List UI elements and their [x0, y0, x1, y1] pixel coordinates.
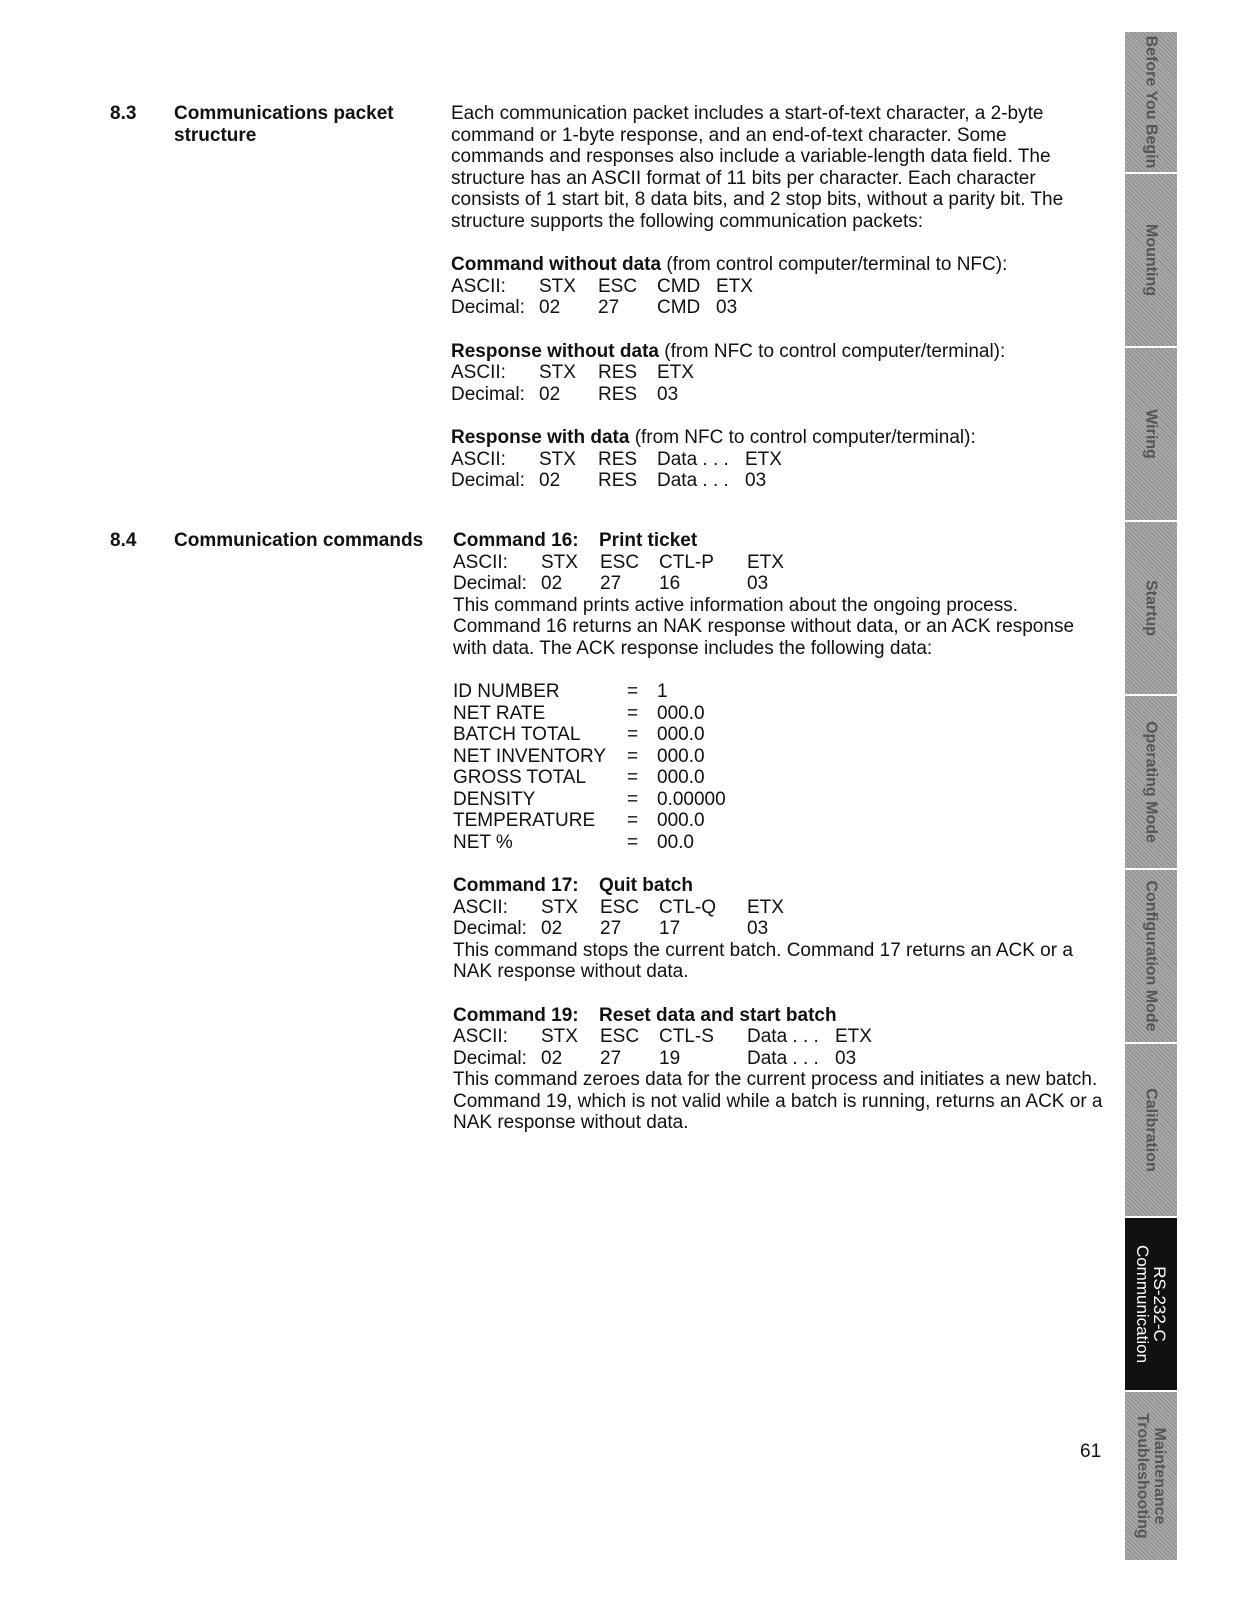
section-8-4-body — [453, 530, 1103, 1134]
row-cell: RES — [598, 470, 638, 491]
packet-heading: Response without data — [451, 340, 659, 362]
command-description: This command zeroes data for the current process and initiates a new batch. Command 19, which is not valid while a batch is running, returns an ACK or a NAK response without data. — [453, 1069, 1103, 1133]
field-equals: = — [627, 702, 639, 724]
row-cell: CTL-S — [659, 1026, 714, 1047]
row-cell: RES — [598, 383, 638, 405]
packet-intro-paragraph: Each communication packet includes a start-of-text character, a 2-byte command or 1-byte response, and an end-of-text character. Some commands and responses also include a variable-length data field. The structure has an ASCII format of 11 bits per character. Each character consists of 1 start bit, 8 data bits, and 2 stop bits, without a parity bit. The structure supports the following communication packets: — [451, 103, 1064, 232]
row-label: Decimal: — [451, 470, 525, 491]
ascii-row — [451, 362, 1101, 384]
tab-label: Maintenance Troubleshooting — [1134, 1413, 1168, 1539]
tab-operating-mode[interactable] — [1125, 696, 1177, 870]
tab-label: Before You Begin — [1142, 35, 1160, 169]
field-equals: = — [627, 681, 639, 702]
row-label: ASCII: — [453, 896, 508, 918]
command-label: Command 17: — [453, 875, 579, 896]
field-row — [453, 832, 1103, 854]
row-cell: ESC — [600, 1026, 640, 1047]
field-row — [453, 767, 1103, 789]
row-cell: ESC — [600, 551, 640, 573]
page-number: 61 — [1080, 1441, 1102, 1462]
tab-before-you-begin[interactable] — [1125, 32, 1177, 174]
field-equals: = — [627, 745, 639, 767]
row-cell: 27 — [600, 573, 622, 594]
decimal-row — [451, 470, 1101, 492]
field-value: 0.00000 — [657, 788, 726, 810]
field-value: 000.0 — [657, 810, 705, 831]
field-equals: = — [627, 767, 639, 788]
field-value: 1 — [657, 681, 668, 702]
tab-wiring[interactable] — [1125, 348, 1177, 522]
ascii-row — [453, 552, 1103, 574]
row-cell: CTL-P — [659, 551, 714, 573]
tab-rs232c-communication[interactable] — [1125, 1218, 1177, 1392]
tab-mounting[interactable] — [1125, 174, 1177, 348]
row-cell: Data . . . — [747, 1047, 819, 1069]
row-cell: 16 — [659, 573, 681, 594]
row-cell: 27 — [600, 918, 622, 939]
row-label: Decimal: — [451, 383, 525, 405]
field-row — [453, 703, 1103, 725]
row-cell: 02 — [539, 383, 561, 405]
packet-response-with-data — [451, 427, 1101, 492]
row-cell: STX — [541, 1026, 578, 1047]
row-cell: 03 — [716, 297, 738, 318]
row-cell: CMD — [657, 297, 701, 318]
section-title-8-3: Communications packet structure — [174, 103, 394, 146]
field-equals: = — [627, 788, 639, 810]
row-cell: Data . . . — [657, 470, 729, 491]
row-label: Decimal: — [451, 297, 525, 318]
row-cell: ETX — [657, 362, 694, 383]
row-cell: 02 — [541, 918, 563, 939]
row-cell: 27 — [600, 1047, 622, 1069]
packet-response-without-data — [451, 341, 1101, 406]
decimal-row — [453, 573, 1103, 595]
row-cell: RES — [598, 448, 638, 470]
section-number-8-3: 8.3 — [110, 103, 137, 124]
row-label: Decimal: — [453, 918, 527, 939]
tab-label: Configuration Mode — [1142, 880, 1160, 1032]
tab-label: Mounting — [1142, 224, 1160, 296]
tab-configuration-mode[interactable] — [1125, 870, 1177, 1044]
row-cell: 02 — [539, 470, 561, 491]
ascii-row — [451, 449, 1101, 471]
row-cell: 19 — [659, 1047, 681, 1069]
command-name: Print ticket — [599, 530, 698, 551]
row-cell: ETX — [745, 448, 782, 470]
row-cell: 03 — [747, 918, 769, 939]
field-key: NET INVENTORY — [453, 745, 607, 767]
row-cell: STX — [539, 275, 576, 297]
field-key: NET % — [453, 831, 513, 853]
row-cell: ESC — [600, 896, 640, 918]
command-label: Command 16: — [453, 530, 579, 551]
row-cell: 03 — [745, 470, 767, 491]
field-equals: = — [627, 724, 639, 745]
row-label: ASCII: — [453, 1026, 508, 1047]
row-label: ASCII: — [453, 551, 508, 573]
field-key: BATCH TOTAL — [453, 724, 581, 745]
tab-startup[interactable] — [1125, 522, 1177, 696]
field-key: TEMPERATURE — [453, 810, 596, 831]
tab-label: RS-232-C Communication — [1133, 1244, 1169, 1364]
field-key: GROSS TOTAL — [453, 767, 587, 788]
section-8-3-body — [451, 103, 1101, 492]
row-cell: STX — [541, 551, 578, 573]
field-row — [453, 724, 1103, 746]
field-row — [453, 746, 1103, 768]
tab-maintenance-troubleshooting[interactable] — [1125, 1392, 1177, 1562]
row-cell: ETX — [747, 896, 784, 918]
row-label: Decimal: — [453, 1047, 527, 1069]
field-key: NET RATE — [453, 702, 546, 724]
row-cell: STX — [539, 448, 576, 470]
ascii-row — [453, 897, 1103, 919]
row-cell: 03 — [835, 1047, 857, 1069]
row-label: ASCII: — [451, 448, 506, 470]
row-cell: CTL-Q — [659, 896, 716, 918]
field-row — [453, 810, 1103, 832]
command-description: This command prints active information about the ongoing process. Command 16 returns an NAK response without data, or an ACK response with data. The ACK response includes the following data: — [453, 594, 1075, 659]
row-label: ASCII: — [451, 362, 506, 383]
row-cell: ESC — [598, 275, 638, 297]
command-19-block — [453, 1005, 1103, 1134]
field-key: DENSITY — [453, 788, 536, 810]
row-cell: 03 — [657, 383, 679, 405]
section-number-8-4: 8.4 — [110, 530, 137, 551]
field-value: 000.0 — [657, 745, 705, 767]
row-cell: 03 — [747, 573, 769, 594]
command-name: Reset data and start batch — [599, 1004, 837, 1026]
field-row — [453, 789, 1103, 811]
ascii-row — [451, 276, 1101, 298]
command-name: Quit batch — [599, 875, 693, 896]
row-cell: 02 — [539, 297, 561, 318]
packet-heading: Command without data — [451, 254, 662, 275]
decimal-row — [453, 1048, 1103, 1070]
row-cell: 17 — [659, 918, 681, 939]
tab-calibration[interactable] — [1125, 1044, 1177, 1218]
field-value: 000.0 — [657, 767, 705, 788]
row-cell: STX — [541, 896, 578, 918]
field-row — [453, 681, 1103, 703]
section-thumb-tabs — [1125, 32, 1177, 1562]
row-cell: ETX — [747, 551, 784, 573]
tab-label: Startup — [1142, 580, 1160, 636]
row-cell: 02 — [541, 1047, 563, 1069]
row-cell: ETX — [835, 1026, 872, 1047]
packet-note: (from control computer/terminal to NFC): — [661, 254, 1008, 275]
packet-note: (from NFC to control computer/terminal): — [629, 427, 976, 448]
row-cell: RES — [598, 362, 638, 383]
field-value: 00.0 — [657, 831, 694, 853]
row-cell: STX — [539, 362, 576, 383]
command-description: This command stops the current batch. Command 17 returns an ACK or a NAK response without data. — [453, 939, 1073, 982]
field-key: ID NUMBER — [453, 681, 560, 702]
row-cell: Data . . . — [747, 1026, 819, 1047]
decimal-row — [451, 384, 1101, 406]
tab-label: Calibration — [1142, 1088, 1160, 1172]
command-label: Command 19: — [453, 1004, 579, 1026]
decimal-row — [453, 918, 1103, 940]
tab-label: Operating Mode — [1142, 721, 1160, 843]
field-equals: = — [627, 831, 639, 853]
field-value: 000.0 — [657, 724, 705, 745]
row-cell: 27 — [598, 297, 620, 318]
packet-heading: Response with data — [451, 427, 630, 448]
packet-command-without-data — [451, 254, 1101, 319]
decimal-row — [451, 297, 1101, 319]
field-equals: = — [627, 810, 639, 831]
field-value: 000.0 — [657, 702, 705, 724]
ascii-row — [453, 1026, 1103, 1048]
row-cell: ETX — [716, 275, 753, 297]
command-17-block — [453, 875, 1103, 983]
row-cell: CMD — [657, 275, 701, 297]
row-label: ASCII: — [451, 275, 506, 297]
ack-data-fields — [453, 681, 1103, 853]
row-label: Decimal: — [453, 573, 527, 594]
packet-note: (from NFC to control computer/terminal): — [658, 340, 1006, 362]
row-cell: 02 — [541, 573, 563, 594]
command-16-block — [453, 530, 1103, 659]
tab-label: Wiring — [1142, 409, 1160, 459]
section-title-8-4: Communication commands — [174, 530, 424, 551]
row-cell: Data . . . — [657, 448, 729, 470]
